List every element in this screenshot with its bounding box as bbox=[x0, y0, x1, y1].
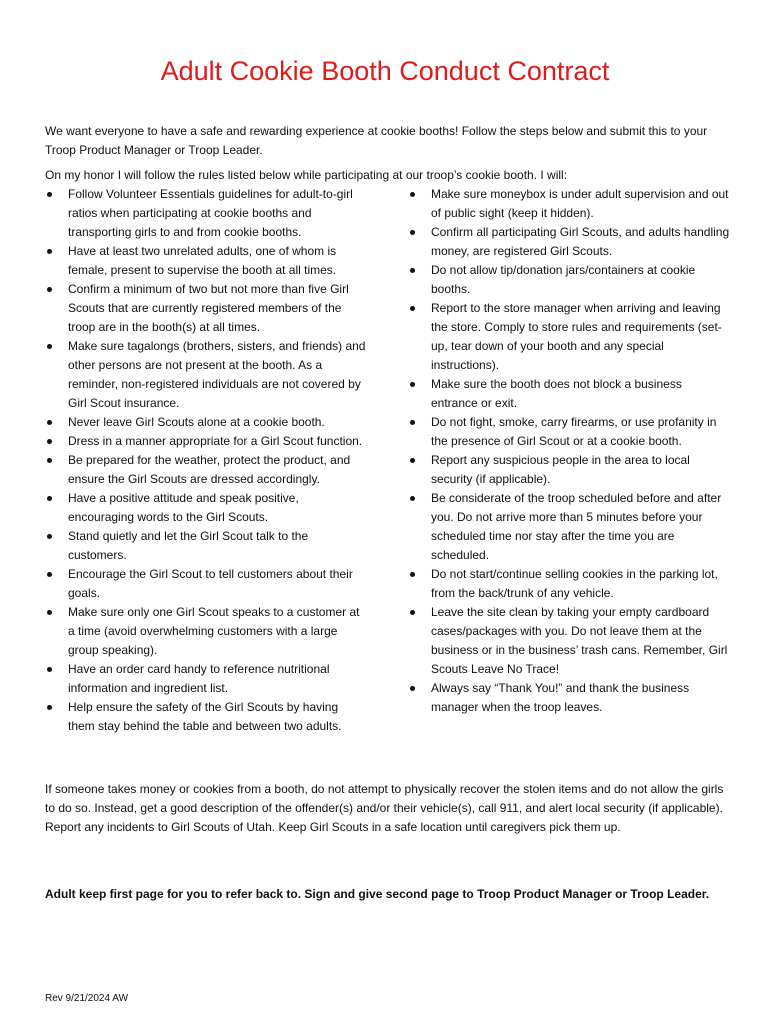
rule-text: Never leave Girl Scouts alone at a cookie booth. bbox=[68, 415, 325, 429]
bullet-icon bbox=[47, 420, 52, 425]
rule-text: Make sure moneybox is under adult supervision and out of public sight (keep it hidden). bbox=[431, 187, 729, 220]
rule-list-item bbox=[45, 185, 367, 242]
rule-text: Have a positive attitude and speak positive, encouraging words to the Girl Scouts. bbox=[68, 491, 299, 524]
bullet-icon bbox=[47, 496, 52, 501]
rule-text: Follow Volunteer Essentials guidelines for adult-to-girl ratios when participating at cookie booths and transporting girls to and from cookie booths. bbox=[68, 187, 353, 239]
rule-list-item bbox=[408, 451, 730, 489]
rule-list-item bbox=[408, 375, 730, 413]
page-title: Adult Cookie Booth Conduct Contract bbox=[160, 56, 610, 86]
rule-list-item bbox=[408, 299, 730, 375]
bullet-icon bbox=[410, 230, 415, 235]
rule-text: Do not start/continue selling cookies in the parking lot, from the back/trunk of any vehicle. bbox=[431, 567, 718, 600]
rule-list-item bbox=[45, 432, 367, 451]
bullet-icon bbox=[47, 344, 52, 349]
intro-paragraph: We want everyone to have a safe and rewarding experience at cookie booths! Follow the steps below and submit this to your Troop Product Manager or Troop Leader. bbox=[45, 124, 708, 157]
rule-list-item bbox=[408, 223, 730, 261]
right-rules-list bbox=[408, 185, 730, 717]
bullet-icon bbox=[47, 439, 52, 444]
rule-text: Stand quietly and let the Girl Scout talk to the customers. bbox=[68, 529, 309, 562]
rule-list-item bbox=[408, 185, 730, 223]
rule-text: Make sure tagalongs (brothers, sisters, and friends) and other persons are not present at the booth. As a reminder, non-registered individuals are not covered by Girl Scout insurance. bbox=[68, 339, 366, 410]
rule-list-item bbox=[45, 413, 367, 432]
rule-text: Encourage the Girl Scout to tell customers about their goals. bbox=[68, 567, 353, 600]
theft-policy-paragraph: If someone takes money or cookies from a booth, do not attempt to physically recover the stolen items and do not allow the girls to do so. Instead, get a good description of the offender(s) and/or their vehicle(s), call 911, and alert local security (if applicable). Report any incidents to Girl Scouts of Utah. Keep Girl Scouts in a safe location until caregivers pick them up. bbox=[45, 782, 724, 834]
bullet-icon bbox=[47, 192, 52, 197]
rule-list-item bbox=[408, 489, 730, 565]
rule-text: Be prepared for the weather, protect the product, and ensure the Girl Scouts are dressed accordingly. bbox=[68, 453, 351, 486]
honor-statement: On my honor I will follow the rules listed below while participating at our troop’s cookie booth. I will: bbox=[45, 168, 568, 182]
rule-text: Make sure only one Girl Scout speaks to a customer at a time (avoid overwhelming customers with a large group speaking). bbox=[68, 605, 360, 657]
rule-list-item bbox=[408, 261, 730, 299]
bullet-icon bbox=[410, 572, 415, 577]
rule-text: Have at least two unrelated adults, one of whom is female, present to supervise the booth at all times. bbox=[68, 244, 337, 277]
rule-text: Confirm a minimum of two but not more than five Girl Scouts that are currently registered members of the troop are in the booth(s) at all times. bbox=[68, 282, 349, 334]
bullet-icon bbox=[410, 306, 415, 311]
rule-list-item bbox=[45, 603, 367, 660]
rule-list-item bbox=[45, 489, 367, 527]
rule-list-item bbox=[408, 679, 730, 717]
rule-text: Be considerate of the troop scheduled before and after you. Do not arrive more than 5 minutes before your scheduled time nor stay after the time you are scheduled. bbox=[431, 491, 722, 562]
rule-text: Report any suspicious people in the area to local security (if applicable). bbox=[431, 453, 690, 486]
submission-instruction: Adult keep first page for you to refer back to. Sign and give second page to Troop Product Manager or Troop Leader. bbox=[45, 887, 710, 901]
bullet-icon bbox=[47, 610, 52, 615]
bullet-icon bbox=[47, 705, 52, 710]
rule-text: Confirm all participating Girl Scouts, and adults handling money, are registered Girl Scouts. bbox=[431, 225, 730, 258]
rule-list-item bbox=[408, 413, 730, 451]
rule-text: Report to the store manager when arriving and leaving the store. Comply to store rules and requirements (set-up, tear down of your booth and any special instructions). bbox=[431, 301, 722, 372]
bullet-icon bbox=[47, 287, 52, 292]
rule-list-item bbox=[408, 603, 730, 679]
rule-text: Do not fight, smoke, carry firearms, or use profanity in the presence of Girl Scout or at a cookie booth. bbox=[431, 415, 717, 448]
rule-text: Always say “Thank You!” and thank the business manager when the troop leaves. bbox=[431, 681, 690, 714]
bullet-icon bbox=[410, 496, 415, 501]
rule-text: Do not allow tip/donation jars/containers at cookie booths. bbox=[431, 263, 696, 296]
rule-list-item bbox=[45, 698, 367, 736]
rule-text: Have an order card handy to reference nutritional information and ingredient list. bbox=[68, 662, 330, 695]
bullet-icon bbox=[47, 249, 52, 254]
rule-list-item bbox=[45, 527, 367, 565]
rule-list-item bbox=[45, 242, 367, 280]
bullet-icon bbox=[47, 572, 52, 577]
rule-text: Help ensure the safety of the Girl Scouts by having them stay behind the table and between two adults. bbox=[68, 700, 342, 733]
bullet-icon bbox=[47, 534, 52, 539]
rule-text: Dress in a manner appropriate for a Girl Scout function. bbox=[68, 434, 363, 448]
rule-list-item bbox=[408, 565, 730, 603]
rule-list-item bbox=[45, 660, 367, 698]
bullet-icon bbox=[47, 458, 52, 463]
rule-list-item bbox=[45, 451, 367, 489]
rule-list-item bbox=[45, 337, 367, 413]
rule-list-item bbox=[45, 565, 367, 603]
revision-footer: Rev 9/21/2024 AW bbox=[45, 993, 129, 1004]
rule-list-item bbox=[45, 280, 367, 337]
bullet-icon bbox=[410, 382, 415, 387]
bullet-icon bbox=[410, 420, 415, 425]
left-rules-list bbox=[45, 185, 367, 736]
bullet-icon bbox=[410, 268, 415, 273]
bullet-icon bbox=[410, 458, 415, 463]
bullet-icon bbox=[410, 192, 415, 197]
bullet-icon bbox=[410, 610, 415, 615]
rule-text: Make sure the booth does not block a business entrance or exit. bbox=[431, 377, 682, 410]
rule-text: Leave the site clean by taking your empty cardboard cases/packages with you. Do not leave them at the business or in the business’ trash cans. Remember, Girl Scouts Leave No Trace! bbox=[431, 605, 728, 676]
bullet-icon bbox=[47, 667, 52, 672]
bullet-icon bbox=[410, 686, 415, 691]
